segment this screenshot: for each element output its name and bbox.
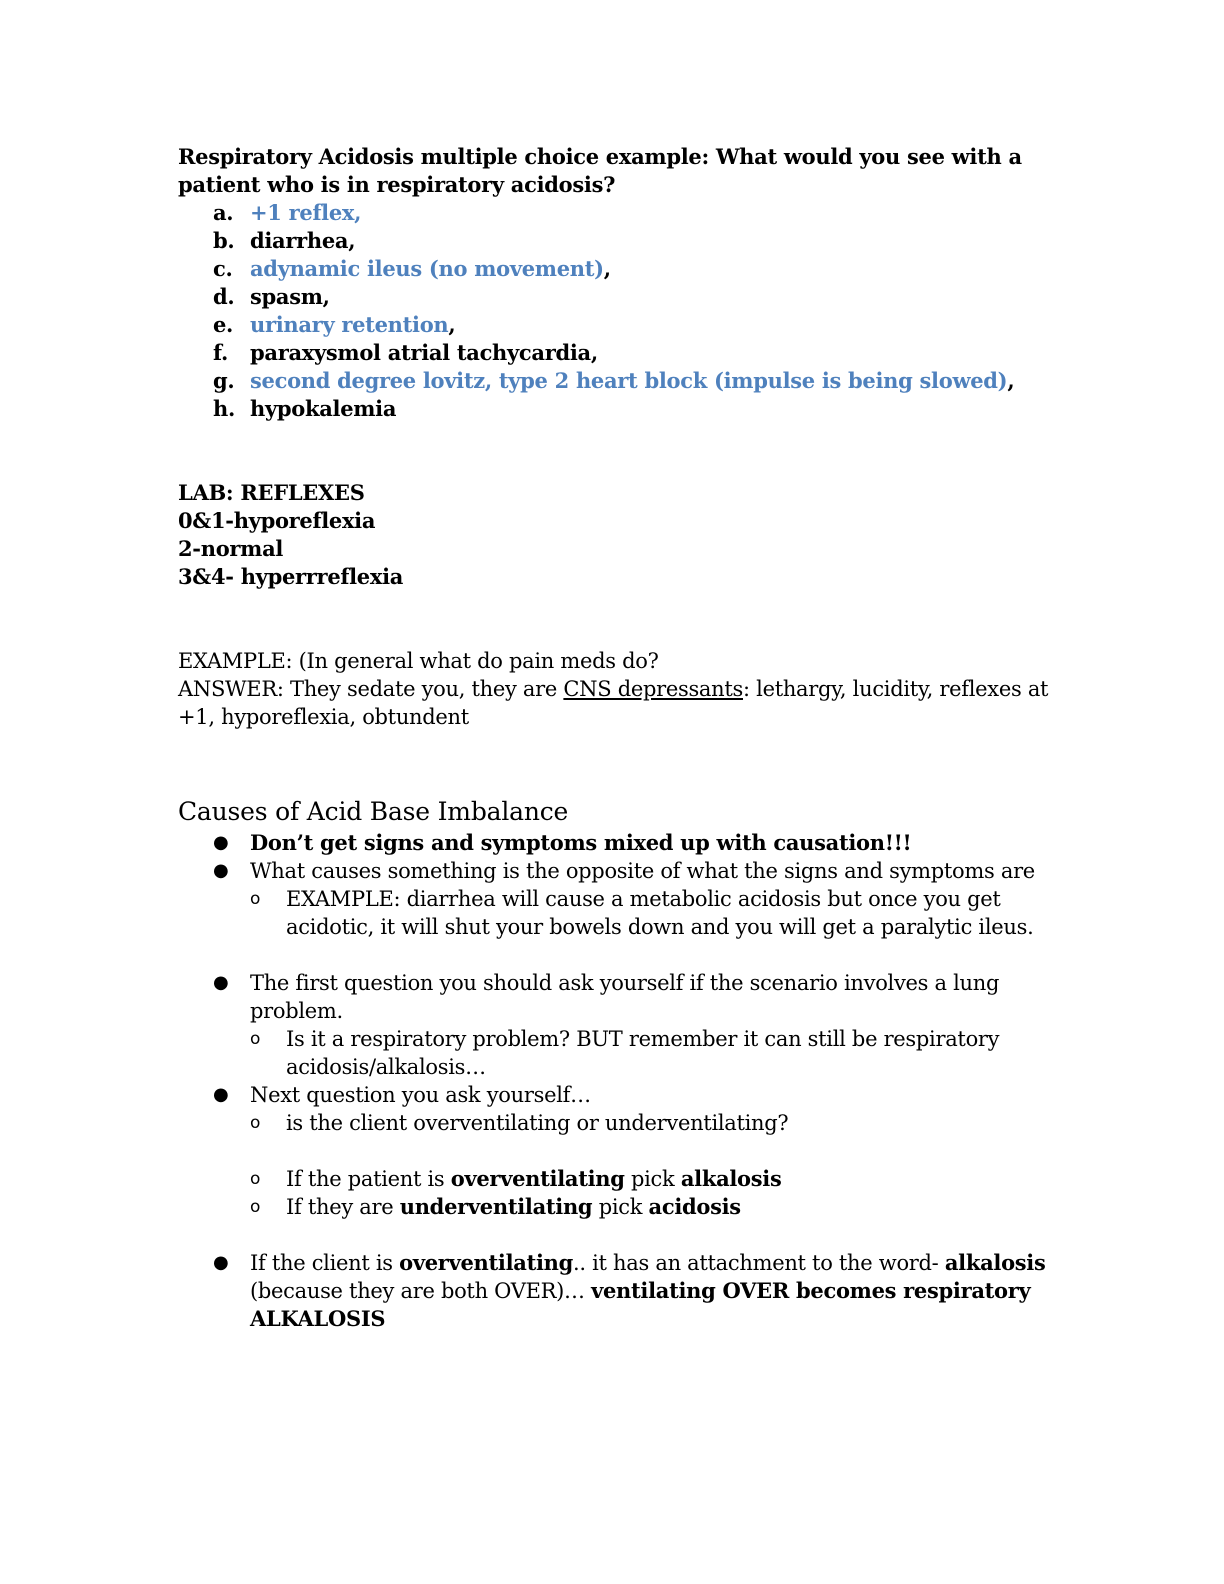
sub-bullet-text <box>286 1167 781 1191</box>
option-suffix: , <box>1007 368 1015 393</box>
answer-option <box>178 367 1058 395</box>
answer-options-list <box>178 199 1058 423</box>
circle-bullet-icon: o <box>250 1169 261 1189</box>
bullet-item <box>178 857 1058 969</box>
spacer <box>178 591 1058 647</box>
bold-term: overventilating <box>399 1250 573 1275</box>
text-run: If they are <box>286 1195 400 1219</box>
spacer <box>250 941 1058 969</box>
document-content <box>178 143 1058 1333</box>
answer-option <box>178 199 1058 227</box>
option-suffix: , <box>448 312 456 337</box>
sub-bullet-list <box>250 1109 1058 1221</box>
bullet-item <box>178 969 1058 1081</box>
answer-suffix: : lethargy, lucidity, reflexes at +1, hyporeflexia, obtundent <box>178 677 1049 729</box>
text-run: If the client is <box>250 1251 400 1275</box>
bold-term: alkalosis <box>944 1250 1046 1275</box>
bullet-text: The first question you should ask yourself if the scenario involves a lung problem. <box>250 971 1000 1023</box>
section-heading: Causes of Acid Base Imbalance <box>178 797 569 826</box>
option-text: diarrhea, <box>250 228 356 253</box>
option-text: spasm, <box>250 284 330 309</box>
bullet-item <box>178 1249 1058 1333</box>
answer-underlined-term: CNS depressants <box>563 677 743 701</box>
option-text: +1 reflex, <box>250 200 362 225</box>
bullet-icon: ● <box>213 1084 229 1105</box>
bullet-text <box>250 1251 1046 1331</box>
sub-bullet-list <box>250 885 1058 941</box>
option-text: second degree lovitz, type 2 heart block (impulse is being slowed) <box>250 368 1008 393</box>
answer-prefix: ANSWER: They sedate you, they are <box>178 677 564 701</box>
spacer <box>250 1137 1058 1165</box>
text-run: If the patient is <box>286 1167 451 1191</box>
bullet-text: What causes something is the opposite of what the signs and symptoms are <box>250 859 1035 883</box>
answer-option <box>178 255 1058 283</box>
sub-bullet-item <box>250 1193 1058 1221</box>
text-run: pick <box>592 1195 649 1219</box>
lab-line: 0&1-hyporeflexia <box>178 508 376 533</box>
sub-bullet-text: is the client overventilating or underventilating? <box>286 1111 789 1135</box>
circle-bullet-icon: o <box>250 1197 261 1217</box>
circle-bullet-icon: o <box>250 1029 261 1049</box>
sub-bullet-item <box>250 1025 1058 1081</box>
text-run: (because they are both OVER)… <box>250 1279 592 1303</box>
sub-bullet-item <box>250 1109 1058 1137</box>
option-letter: a. <box>213 200 234 225</box>
spacer <box>178 423 1058 479</box>
bullet-icon: ● <box>213 972 229 993</box>
option-letter: d. <box>213 284 235 309</box>
example-answer <box>178 675 1058 731</box>
bold-term: alkalosis <box>680 1166 782 1191</box>
spacer <box>250 1221 1058 1249</box>
bold-term: underventilating <box>399 1194 593 1219</box>
bullet-text: Don’t get signs and symptoms mixed up with causation!!! <box>250 830 912 855</box>
sub-bullet-item <box>250 885 1058 941</box>
question-title: Respiratory Acidosis multiple choice example: What would you see with a patient who is in respiratory acidosis? <box>178 144 1022 197</box>
sub-bullet-text: EXAMPLE: diarrhea will cause a metabolic acidosis but once you get acidotic, it will shut your bowels down and you will get a paralytic ileus. <box>286 887 1034 939</box>
option-letter: c. <box>213 256 233 281</box>
text-run: pick <box>624 1167 681 1191</box>
sub-bullet-text: Is it a respiratory problem? BUT remember it can still be respiratory acidosis/alkalosis… <box>286 1027 1000 1079</box>
lab-line: 2-normal <box>178 536 284 561</box>
bold-term: overventilating <box>450 1166 625 1191</box>
lab-title: LAB: REFLEXES <box>178 480 365 505</box>
option-suffix: , <box>603 256 611 281</box>
answer-option <box>178 227 1058 255</box>
option-text: urinary retention <box>250 312 449 337</box>
option-letter: b. <box>213 228 235 253</box>
option-letter: e. <box>213 312 234 337</box>
bullet-item <box>178 829 1058 857</box>
answer-option <box>178 283 1058 311</box>
bullet-icon: ● <box>213 860 229 881</box>
answer-option <box>178 339 1058 367</box>
option-text: hypokalemia <box>250 396 397 421</box>
option-letter: h. <box>213 396 235 421</box>
sub-bullet-text <box>286 1195 741 1219</box>
option-text: paraxysmol atrial tachycardia, <box>250 340 598 365</box>
bullet-icon: ● <box>213 1252 229 1273</box>
text-run: .. it has an attachment to the word- <box>573 1251 945 1275</box>
bullet-icon: ● <box>213 832 229 853</box>
sub-bullet-item <box>250 1165 1058 1193</box>
lab-line: 3&4- hyperrreflexia <box>178 564 404 589</box>
option-text: adynamic ileus (no movement) <box>250 256 604 281</box>
circle-bullet-icon: o <box>250 1113 261 1133</box>
answer-option <box>178 311 1058 339</box>
option-letter: f. <box>213 340 228 365</box>
bold-term: ventilating OVER becomes respiratory ALKALOSIS <box>250 1278 1031 1331</box>
sub-bullet-list <box>250 1025 1058 1081</box>
bullet-text: Next question you ask yourself… <box>250 1083 591 1107</box>
option-letter: g. <box>213 368 235 393</box>
causes-bullet-list <box>178 829 1058 1333</box>
bullet-item <box>178 1081 1058 1249</box>
circle-bullet-icon: o <box>250 889 261 909</box>
bold-term: acidosis <box>648 1194 741 1219</box>
example-question: EXAMPLE: (In general what do pain meds do? <box>178 649 659 673</box>
spacer <box>178 731 1058 795</box>
answer-option <box>178 395 1058 423</box>
